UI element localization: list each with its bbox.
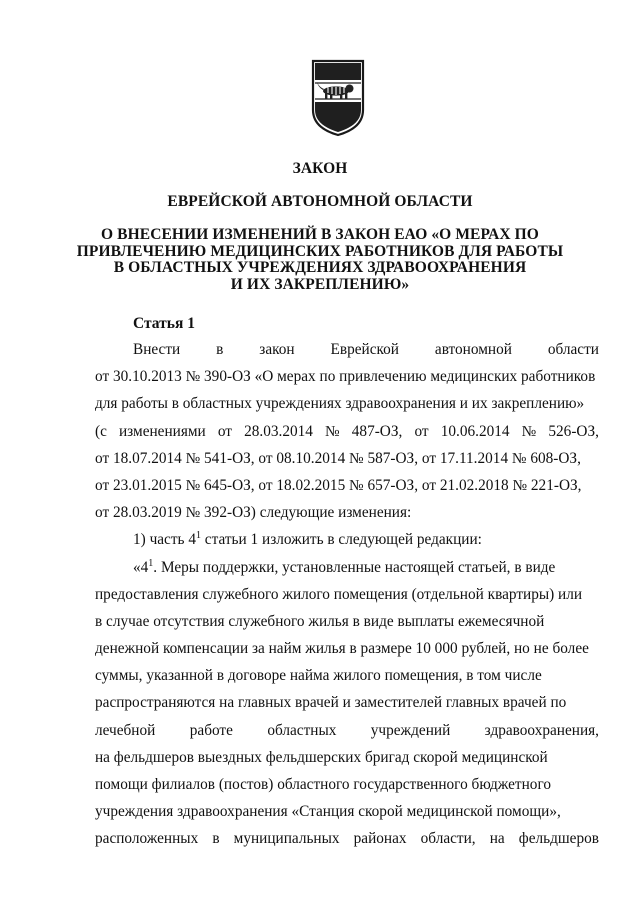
article-heading: Статья 1: [133, 315, 195, 332]
word: областных: [267, 721, 337, 739]
word: №: [325, 422, 340, 440]
word: здравоохранения,: [484, 721, 599, 739]
word: учреждений: [370, 721, 451, 739]
body-line: от 28.03.2019 № 392-ОЗ) следующие изменения:: [95, 504, 412, 522]
word: в: [216, 341, 224, 358]
word: районах: [353, 830, 407, 848]
quote-line: «$4^1$. Меры поддержки, установленные настоящей статьей, в виде: [133, 557, 556, 576]
quote-line: на фельдшеров выездных фельдшерских бригад скорой медицинской: [95, 748, 548, 766]
law-label: ЗАКОН: [292, 160, 348, 177]
body-line: [95, 418, 599, 445]
title-line: О ВНЕСЕНИИ ИЗМЕНЕНИЙ В ЗАКОН ЕАО «О МЕРАХ ПО: [101, 226, 539, 243]
body-line: [95, 336, 599, 363]
word: в: [212, 830, 220, 848]
quote-line: [95, 717, 599, 744]
word: работе: [189, 721, 233, 739]
title-line: В ОБЛАСТНЫХ УЧРЕЖДЕНИЯХ ЗДРАВООХРАНЕНИЯ: [113, 259, 527, 276]
law-title: [0, 227, 640, 293]
body-line: для работы в областных учреждениях здравоохранения и их закреплению»: [95, 395, 585, 413]
word: Внести: [133, 341, 181, 358]
word: 10.06.2014: [440, 422, 510, 440]
quote-line: денежной компенсации за найм жилья в размере 10 000 рублей, но не более: [95, 640, 589, 658]
quote-line: суммы, указанной в договоре найма жилого помещения, в том числе: [95, 667, 542, 685]
word: 28.03.2014: [244, 422, 313, 440]
body-line: от 18.07.2014 № 541-ОЗ, от 08.10.2014 № 587-ОЗ, от 17.11.2014 № 608-ОЗ,: [95, 449, 581, 467]
quote-line: в случае отсутствия служебного жилья в виде выплаты ежемесячной: [95, 612, 545, 630]
word: от: [217, 422, 232, 440]
word: 526-ОЗ,: [548, 422, 599, 440]
word: лечебной: [95, 721, 156, 739]
word: (с: [95, 422, 107, 440]
word: изменениями: [119, 422, 206, 440]
article-body: [95, 336, 599, 853]
word: 487-ОЗ,: [351, 422, 403, 440]
word: фельдшеров: [518, 830, 599, 848]
title-line: И ИХ ЗАКРЕПЛЕНИЮ»: [230, 275, 410, 293]
quote-line: учреждения здравоохранения «Станция скорой медицинской помощи»,: [95, 803, 561, 821]
body-line: от 30.10.2013 № 390-ОЗ «О мерах по привлечению медицинских работников: [95, 368, 596, 386]
word: области: [547, 341, 599, 358]
list-item: 1) часть $4^1$ статьи 1 изложить в следующей редакции:: [133, 530, 482, 549]
coat-of-arms-tiger-icon: [310, 58, 366, 138]
quote-line: [95, 825, 599, 852]
word: Еврейской: [330, 341, 399, 358]
word: автономной: [434, 341, 512, 358]
title-line: ПРИВЛЕЧЕНИЮ МЕДИЦИНСКИХ РАБОТНИКОВ ДЛЯ РАБОТЫ: [76, 242, 564, 260]
word: муниципальных: [233, 830, 340, 848]
body-line: от 23.01.2015 № 645-ОЗ, от 18.02.2015 № 657-ОЗ, от 21.02.2018 № 221-ОЗ,: [95, 476, 582, 494]
word: расположенных: [95, 830, 199, 848]
word: на: [489, 830, 505, 848]
quote-line: распространяются на главных врачей и заместителей главных врачей по: [95, 694, 567, 712]
word: №: [521, 422, 537, 440]
word: области,: [420, 830, 476, 848]
quote-line: предоставления служебного жилого помещения (отдельной квартиры) или: [95, 585, 583, 603]
word: закон: [259, 341, 295, 358]
quote-line: помощи филиалов (постов) областного государственного бюджетного: [95, 776, 551, 793]
region-name: ЕВРЕЙСКОЙ АВТОНОМНОЙ ОБЛАСТИ: [167, 193, 473, 210]
word: от: [414, 422, 429, 440]
